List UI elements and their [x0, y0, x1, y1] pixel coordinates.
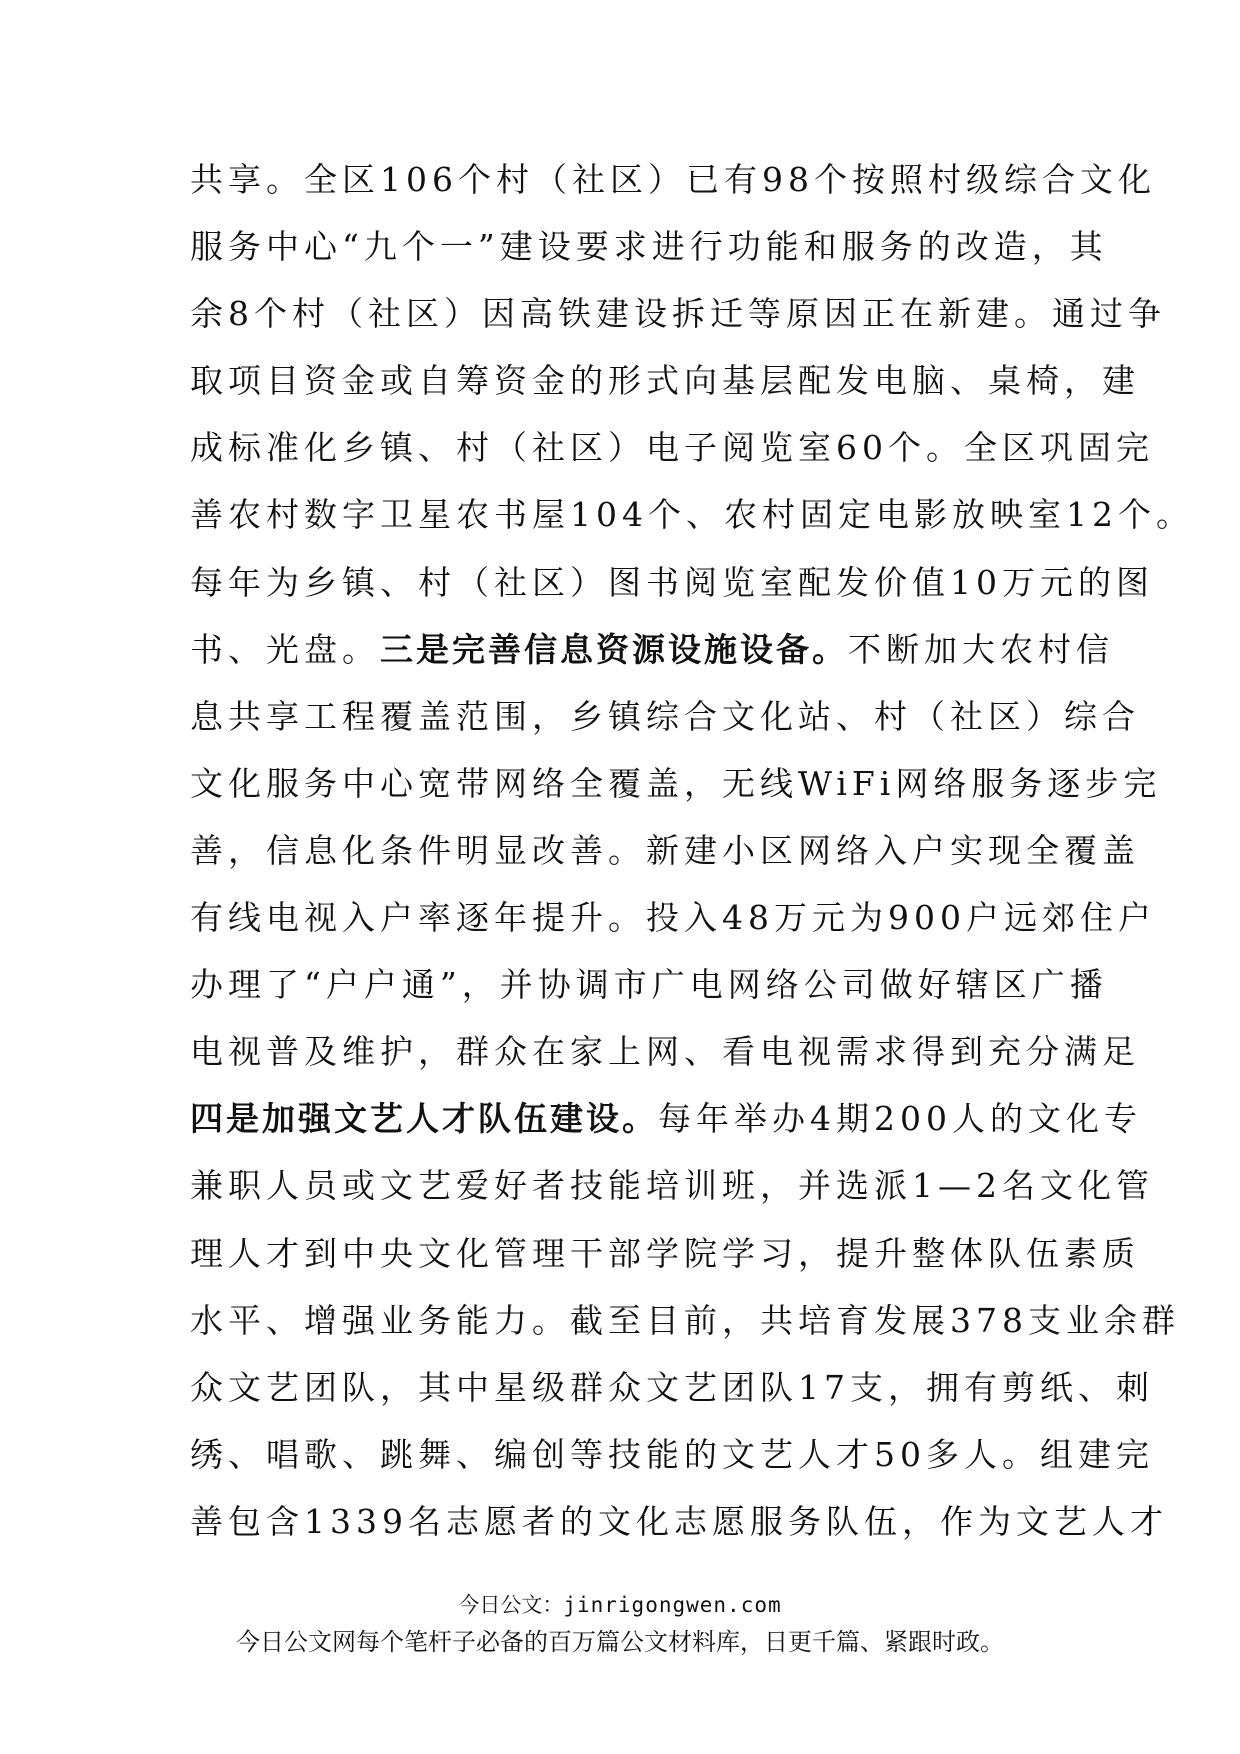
text-run: 善农村数字卫星农书屋104个、农村固定电影放映室12个。 [190, 495, 1194, 535]
text-run: 息共享工程覆盖范围，乡镇综合文化站、村（社区）综合 [190, 696, 1140, 736]
text-run: 众文艺团队，其中星级群众文艺团队17支，拥有剪纸、刺 [190, 1367, 1154, 1407]
text-run: 每年举办4期200人的文化专 [658, 1099, 1142, 1139]
text-line [190, 158, 1156, 225]
text-run: 有线电视入户率逐年提升。投入48万元为900户远郊住户 [190, 898, 1156, 938]
text-line [190, 1299, 1180, 1366]
text-run: 水平、增强业务能力。截至目前，共培育发展378支业余群 [190, 1300, 1180, 1340]
text-line [190, 1366, 1154, 1433]
bold-heading-run: 四是加强文艺人才队伍建设。 [190, 1099, 658, 1139]
footer-site-line [0, 1590, 1240, 1620]
text-line [190, 1030, 1140, 1097]
text-run: 电视普及维护，群众在家上网、看电视需求得到充分满足 [190, 1032, 1140, 1072]
text-line [190, 493, 1194, 560]
text-run: 余8个村（社区）因高铁建设拆迁等原因正在新建。通过争 [190, 294, 1166, 334]
text-line [190, 1232, 1140, 1299]
text-line [190, 762, 1162, 829]
text-line [190, 225, 1108, 292]
text-line [190, 1500, 1168, 1567]
text-line [190, 1097, 1142, 1164]
text-line [190, 896, 1156, 963]
text-line [190, 1164, 1154, 1231]
text-run: 取项目资金或自筹资金的形式向基层配发电脑、桌椅，建 [190, 361, 1140, 401]
text-run: 绣、唱歌、跳舞、编创等技能的文艺人才50多人。组建完 [190, 1434, 1154, 1474]
body-paragraph [190, 158, 1194, 1567]
text-run: 善包含1339名志愿者的文化志愿服务队伍，作为文艺人才 [190, 1501, 1168, 1541]
text-line [190, 359, 1140, 426]
text-run: 服务中心“九个一”建设要求进行功能和服务的改造，其 [190, 227, 1108, 267]
text-line [190, 1433, 1154, 1500]
text-run: 善，信息化条件明显改善。新建小区网络入户实现全覆盖 [190, 830, 1140, 870]
text-line [190, 561, 1154, 628]
footer-site-url[interactable]: jinrigongwen.com [563, 1593, 782, 1617]
bold-heading-run: 三是完善信息资源设施设备。 [380, 629, 848, 669]
text-line [190, 963, 1108, 1030]
text-run: 文化服务中心宽带网络全覆盖，无线WiFi网络服务逐步完 [190, 763, 1162, 803]
text-run: 成标准化乡镇、村（社区）电子阅览室60个。全区巩固完 [190, 428, 1154, 468]
text-run: 书、光盘。 [190, 629, 380, 669]
footer-site-label: 今日公文： [458, 1593, 564, 1617]
text-line [190, 695, 1140, 762]
text-line [190, 628, 1114, 695]
text-line [190, 829, 1140, 896]
text-run: 办理了“户户通”，并协调市广电网络公司做好辖区广播 [190, 965, 1108, 1005]
text-run: 理人才到中央文化管理干部学院学习，提升整体队伍素质 [190, 1233, 1140, 1273]
text-run: 兼职人员或文艺爱好者技能培训班，并选派1—2名文化管 [190, 1166, 1154, 1206]
text-run: 共享。全区106个村（社区）已有98个按照村级综合文化 [190, 160, 1156, 199]
text-run: 不断加大农村信 [848, 629, 1114, 669]
text-run: 每年为乡镇、村（社区）图书阅览室配发价值10万元的图 [190, 562, 1154, 602]
text-line [190, 426, 1154, 493]
footer-tagline: 今日公文网每个笔杆子必备的百万篇公文材料库，日更千篇、紧跟时政。 [236, 1628, 1004, 1656]
text-line [190, 292, 1166, 359]
